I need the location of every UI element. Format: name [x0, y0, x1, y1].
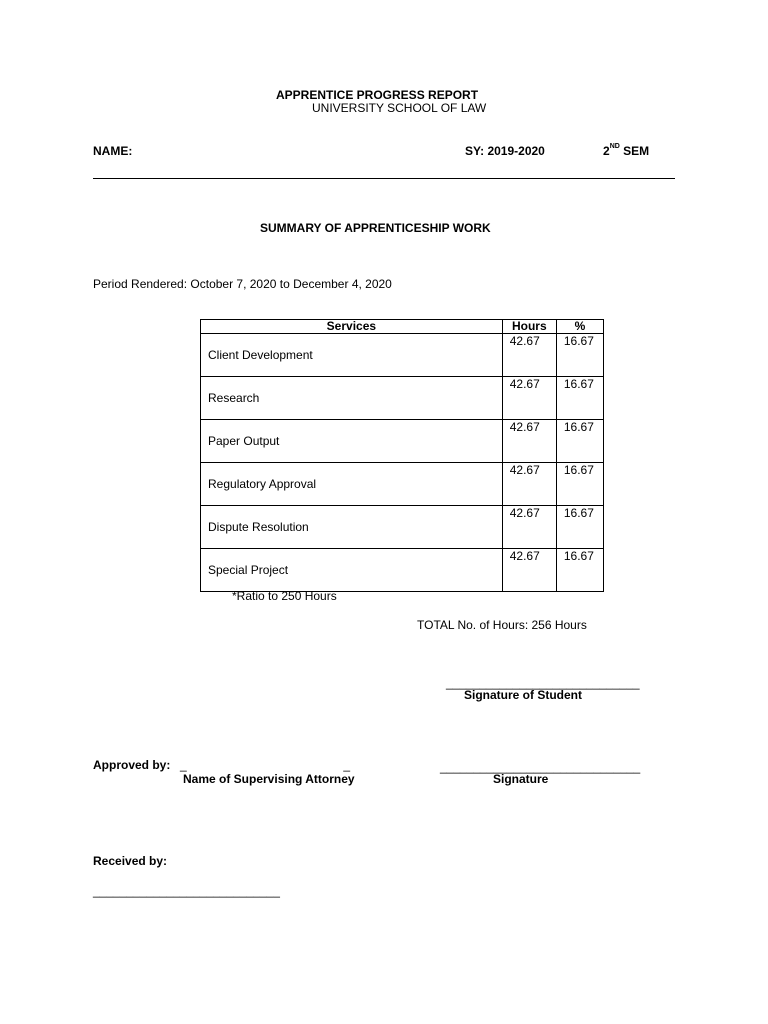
semester-number: 2 [603, 144, 610, 158]
supervisor-name-line: _ _ [180, 758, 351, 772]
services-table [200, 319, 604, 592]
service-percent: 16.67 [556, 463, 603, 506]
summary-title: SUMMARY OF APPRENTICESHIP WORK [260, 221, 491, 235]
school-name: UNIVERSITY SCHOOL OF LAW [312, 101, 487, 115]
table-row [201, 549, 604, 592]
table-header-row [201, 320, 604, 334]
report-title: APPRENTICE PROGRESS REPORT [276, 88, 479, 102]
service-percent: 16.67 [556, 549, 603, 592]
table-row [201, 377, 604, 420]
table-row [201, 463, 604, 506]
table-row [201, 420, 604, 463]
period-rendered: Period Rendered: October 7, 2020 to December 4, 2020 [93, 277, 392, 291]
service-name: Paper Output [201, 420, 503, 463]
student-signature-line: _____________________________ [446, 676, 640, 690]
approved-by-label: Approved by: [93, 758, 171, 772]
total-hours: TOTAL No. of Hours: 256 Hours [417, 618, 587, 632]
service-hours: 42.67 [502, 463, 556, 506]
supervisor-signature-line: ______________________________ [440, 760, 641, 774]
service-hours: 42.67 [502, 420, 556, 463]
service-name: Special Project [201, 549, 503, 592]
service-percent: 16.67 [556, 377, 603, 420]
school-year: SY: 2019-2020 [465, 144, 545, 158]
name-label: NAME: [93, 144, 133, 158]
service-hours: 42.67 [502, 377, 556, 420]
supervisor-name-label: Name of Supervising Attorney [183, 772, 355, 786]
service-hours: 42.67 [502, 506, 556, 549]
ratio-note: *Ratio to 250 Hours [232, 589, 337, 603]
column-header-hours: Hours [502, 320, 556, 334]
service-percent: 16.67 [556, 506, 603, 549]
service-name: Dispute Resolution [201, 506, 503, 549]
student-signature-label: Signature of Student [464, 688, 582, 702]
table-row [201, 334, 604, 377]
service-name: Client Development [201, 334, 503, 377]
received-by-line: ____________________________ [93, 884, 280, 898]
received-by-label: Received by: [93, 854, 168, 868]
semester-suffix: ND [609, 143, 620, 150]
semester [603, 144, 649, 158]
service-hours: 42.67 [502, 334, 556, 377]
column-header-services: Services [201, 320, 503, 334]
service-name: Regulatory Approval [201, 463, 503, 506]
supervisor-signature-label: Signature [493, 772, 549, 786]
service-percent: 16.67 [556, 420, 603, 463]
service-hours: 42.67 [502, 549, 556, 592]
table-row [201, 506, 604, 549]
service-name: Research [201, 377, 503, 420]
column-header-percent: % [556, 320, 603, 334]
service-percent: 16.67 [556, 334, 603, 377]
semester-label: SEM [623, 144, 650, 158]
header-divider [93, 178, 675, 179]
